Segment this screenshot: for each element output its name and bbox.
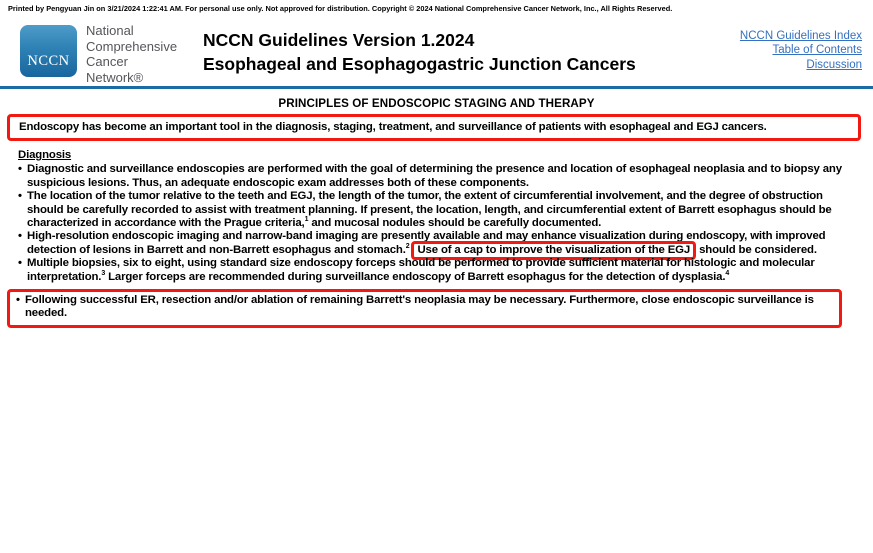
- bullet-text: Multiple biopsies, six to eight, using standard size endoscopy forceps should be performed to provide sufficient material for histologic and molecular interpretation.: [27, 257, 815, 283]
- org-name-block: [86, 23, 177, 85]
- org-line: Comprehensive: [86, 38, 178, 54]
- link-table-of-contents[interactable]: Table of Contents: [772, 44, 862, 57]
- link-guidelines-index[interactable]: NCCN Guidelines Index: [739, 30, 862, 42]
- section-heading: PRINCIPLES OF ENDOSCOPIC STAGING AND THERAPY: [278, 97, 595, 110]
- bullet-multiple-biopsies: [19, 257, 857, 284]
- footnote-ref-1: 1: [304, 216, 309, 224]
- org-line: Cancer: [86, 54, 128, 69]
- bullet-imaging: [19, 230, 857, 257]
- bullet-text: High-resolution endoscopic imaging and narrow-band imaging are presently available and may enhance visualization during endoscopy, with improved detection of lesions in Barrett and non-Barrett esophagus and stomach.: [27, 230, 826, 256]
- footnote-ref-3: 3: [101, 269, 106, 277]
- guidelines-version-title: NCCN Guidelines Version 1.2024: [203, 30, 475, 50]
- bullet-er-surveillance: [16, 294, 833, 321]
- page-title: [203, 28, 636, 76]
- annotation-box-intro: [7, 114, 861, 141]
- org-line: National: [86, 23, 134, 38]
- header-nav-links: [740, 29, 862, 72]
- bullet-text: should be considered.: [696, 243, 817, 256]
- nccn-logo: [20, 25, 77, 77]
- boxed-text: Following successful ER, resection and/or ablation of remaining Barrett's neoplasia may be necessary. Furthermore, close endoscopic surveillance is needed.: [25, 294, 814, 320]
- diagnosis-subheading: Diagnosis: [18, 149, 72, 161]
- body-text: [0, 149, 873, 328]
- link-discussion[interactable]: Discussion: [806, 58, 862, 71]
- bullet-diagnostic-endoscopies: [19, 163, 857, 190]
- boxed-text: Use of a cap to improve the visualization of the EGJ: [417, 243, 691, 256]
- footnote-ref-4: 4: [725, 269, 730, 277]
- bullet-text: and mucosal nodules should be carefully documented.: [308, 217, 602, 230]
- diagnosis-bullet-list: [19, 163, 857, 284]
- nccn-logo-text: NCCN: [27, 53, 70, 69]
- header-divider-rule: [0, 86, 873, 89]
- print-watermark-line: Printed by Pengyuan Jin on 3/21/2024 1:22:41 AM. For personal use only. Not approved for distribution. Copyright © 2024 National Comprehensive Cancer Network, Inc., All Rights Reserved.: [8, 4, 673, 13]
- bullet-text: The location of the tumor relative to the teeth and EGJ, the length of the tumor, the extent of circumferential involvement, and the degree of obstruction should be carefully recorded to assist with treatment planning. If present, the location, length, and circumferential extent of Barrett esophagus should be characterized in accordance with the Prague criteria,: [27, 190, 832, 230]
- cancer-type-title: Esophageal and Esophagogastric Junction Cancers: [203, 54, 636, 74]
- annotation-box-surveillance: [7, 289, 842, 328]
- bullet-text: Larger forceps are recommended during surveillance endoscopy of Barrett esophagus for the detection of dysplasia.: [105, 270, 726, 283]
- bullet-tumor-location: [19, 190, 857, 230]
- footnote-ref-2: 2: [405, 243, 410, 251]
- bullet-text: Diagnostic and surveillance endoscopies are performed with the goal of determining the presence and location of esophageal neoplasia and to biopsy any suspicious lesions. Thus, an adequate endoscopic exam addresses both of these components.: [27, 163, 842, 189]
- org-line: Network®: [86, 69, 144, 85]
- intro-text: Endoscopy has become an important tool in the diagnosis, staging, treatment, and surveillance of patients with esophageal and EGJ cancers.: [19, 121, 767, 133]
